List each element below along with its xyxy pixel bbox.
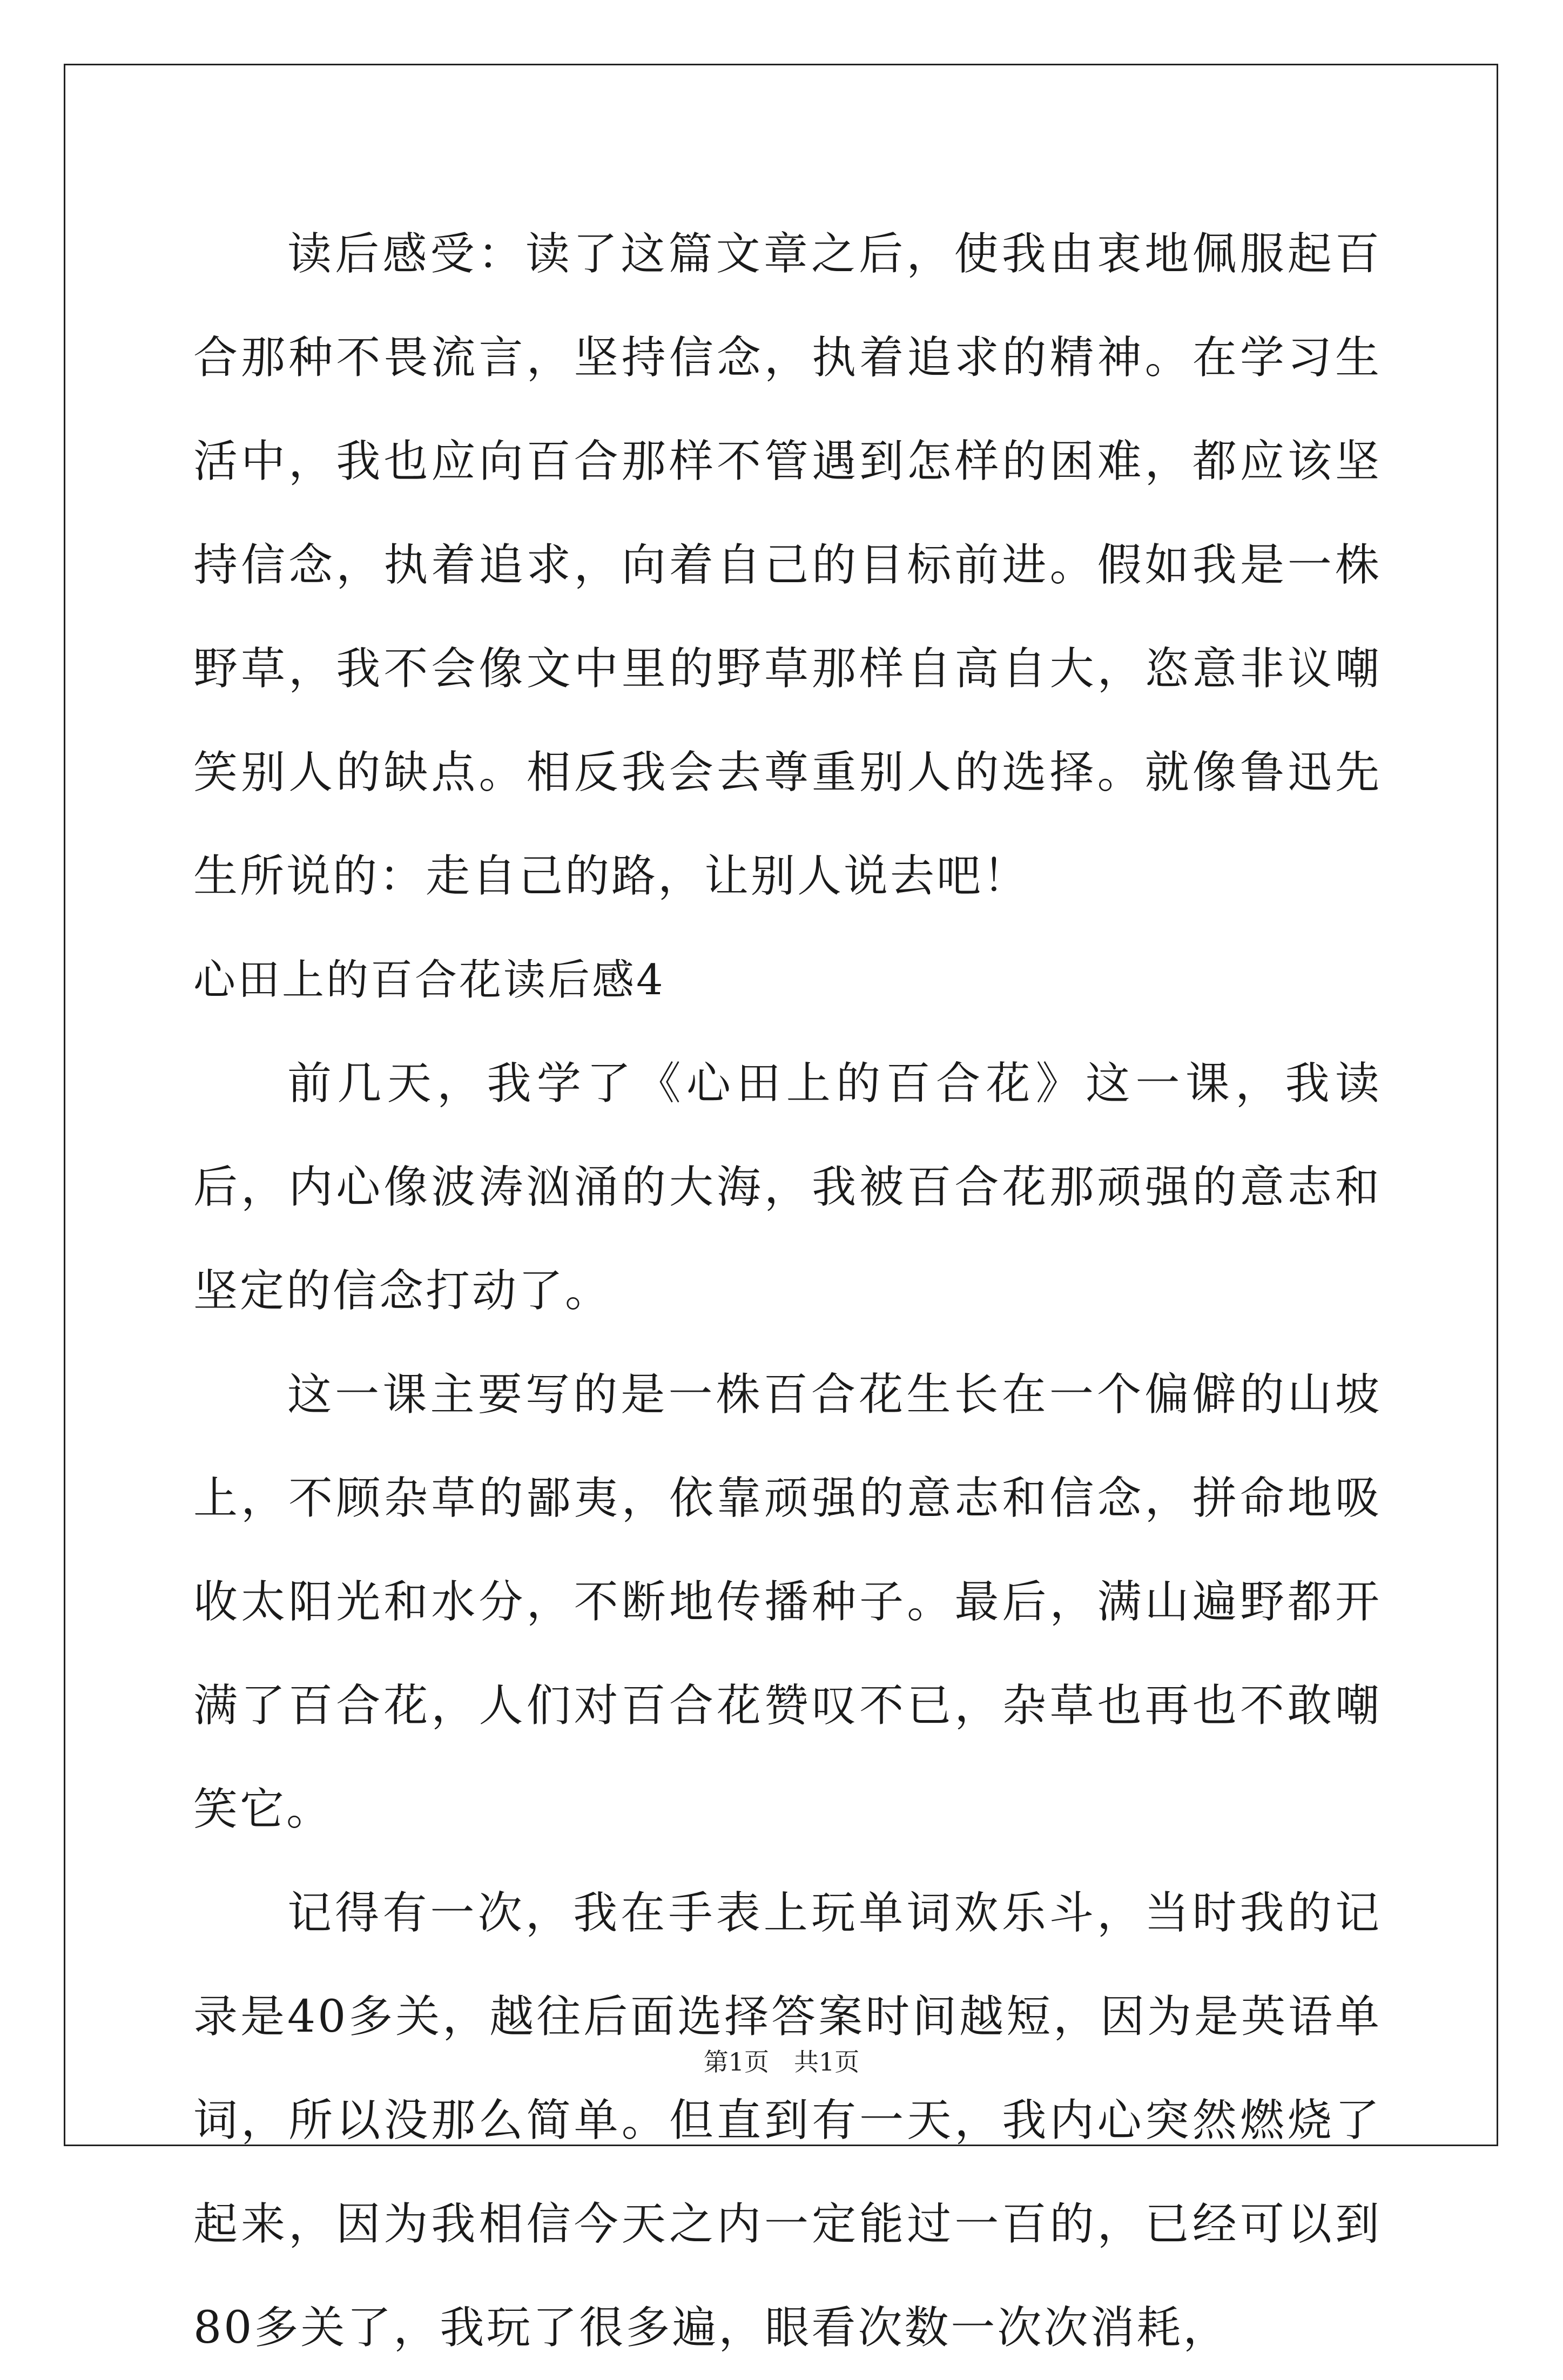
paragraph-intro: 前几天，我学了《心田上的百合花》这一课，我读后，内心像波涛汹涌的大海，我被百合花那顽强的意志和坚定的信念打动了。: [193, 1058, 1382, 1317]
paragraph-story: 记得有一次，我在手表上玩单词欢乐斗，当时我的记录是40多关，越往后面选择答案时间越短，因为是英语单词，所以没那么简单。但直到有一天，我内心突然燃烧了起来，因为我相信今天之内一定能过一百的，已经可以到80多关了，我玩了很多遍，眼看次数一次次消耗，: [193, 1887, 1382, 2354]
paragraph-summary: 这一课主要写的是一株百合花生长在一个偏僻的山坡上，不顾杂草的鄙夷，依靠顽强的意志和信念，拼命地吸收太阳光和水分，不断地传播种子。最后，满山遍野都开满了百合花，人们对百合花赞叹不已，杂草也再也不敢嘲笑它。: [193, 1369, 1382, 1835]
page-footer: 第1页 共1页: [703, 2047, 860, 2076]
section-heading: 心田上的百合花读后感4: [193, 956, 665, 1004]
paragraph-reflection: 读后感受：读了这篇文章之后，使我由衷地佩服起百合那种不畏流言，坚持信念，执着追求的精神。在学习生活中，我也应向百合那样不管遇到怎样的困难，都应该坚持信念，执着追求，向着自己的目标前进。假如我是一株野草，我不会像文中里的野草那样自高自大，恣意非议嘲笑别人的缺点。相反我会去尊重别人的选择。就像鲁迅先生所说的：走自己的路，让别人说去吧！: [193, 228, 1382, 902]
